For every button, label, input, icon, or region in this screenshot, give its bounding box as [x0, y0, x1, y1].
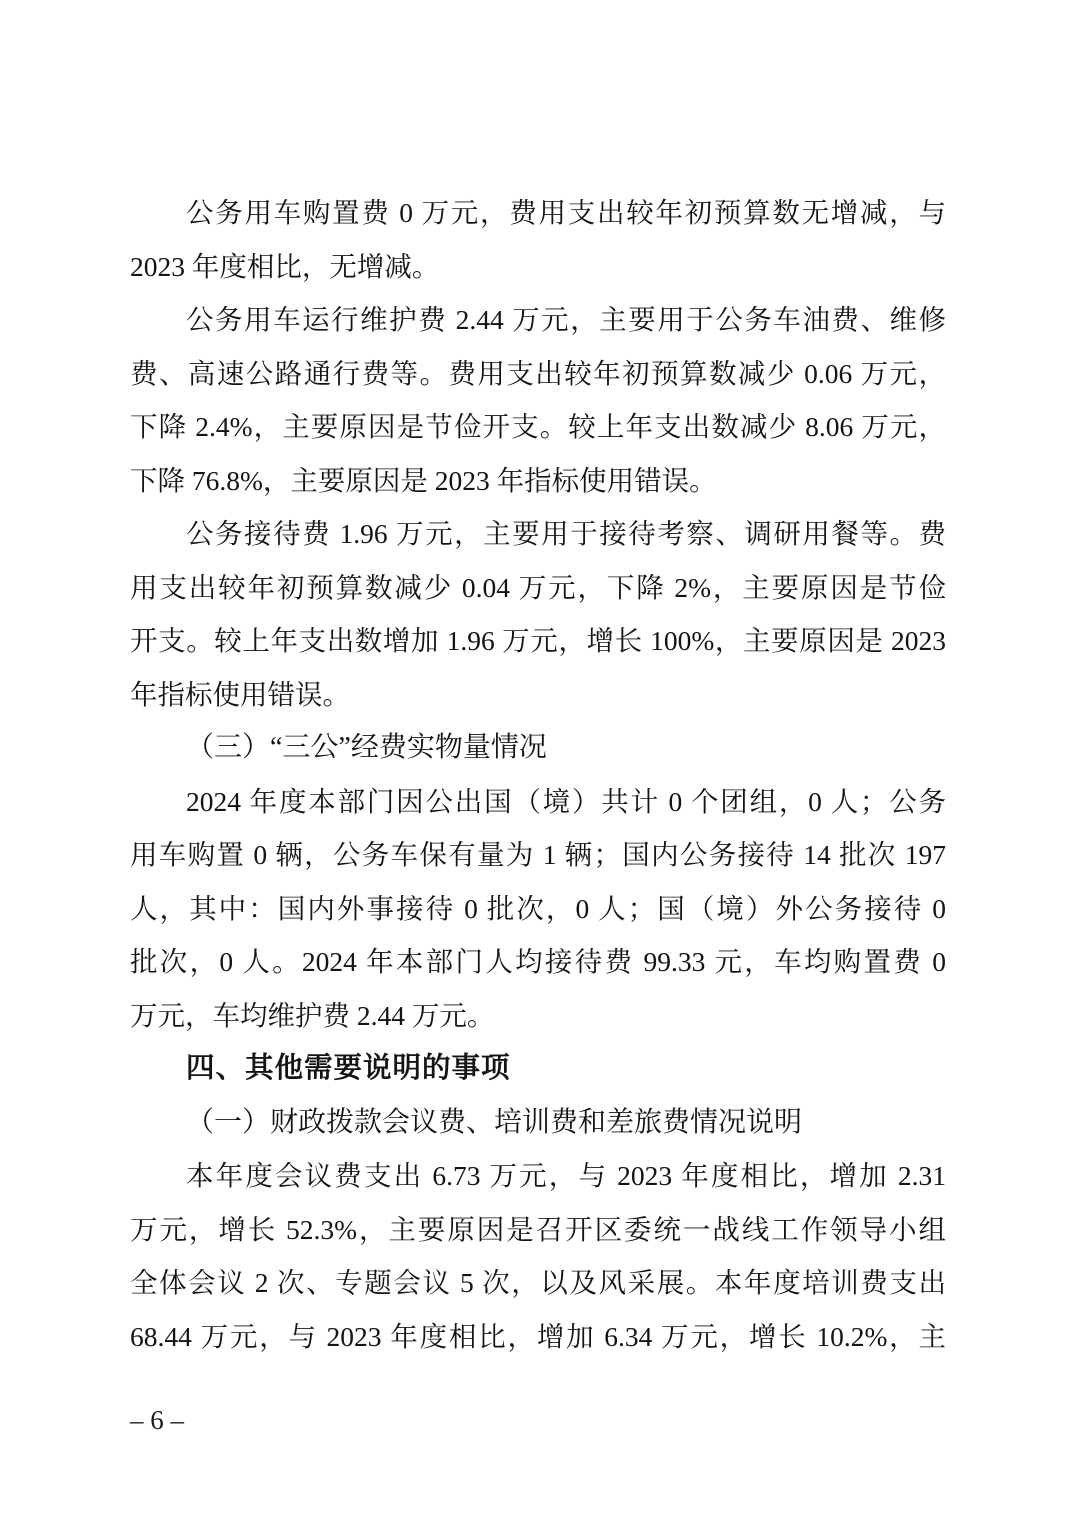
section-heading-other-matters: 四、其他需要说明的事项	[186, 1052, 511, 1084]
paragraph-line: 公务用车购置费 0 万元，费用支出较年初预算数无增减，与	[186, 197, 946, 228]
paragraph-line: 下降 2.4%，主要原因是节俭开支。较上年支出数减少 8.06 万元，	[130, 411, 946, 442]
paragraph-line: 2023 年度相比，无增减。	[130, 250, 440, 282]
paragraph-line: 年指标使用错误。	[130, 678, 350, 710]
subsection-heading-meeting-training-travel-fees: （一）财政拨款会议费、培训费和差旅费情况说明	[186, 1106, 803, 1138]
paragraph-line: 万元，车均维护费 2.44 万元。	[130, 999, 495, 1031]
subsection-heading-three-public-expenses: （三）“三公”经费实物量情况	[186, 732, 547, 763]
paragraph-line: 2024 年度本部门因公出国（境）共计 0 个团组，0 人；公务	[186, 785, 946, 817]
document-body	[130, 186, 946, 1363]
paragraph-line: 公务接待费 1.96 万元，主要用于接待考察、调研用餐等。费	[186, 518, 946, 549]
paragraph-line: 开支。较上年支出数增加 1.96 万元，增长 100%，主要原因是 2023	[130, 625, 946, 656]
paragraph-line: 用车购置 0 辆，公务车保有量为 1 辆；国内公务接待 14 批次 197	[130, 839, 946, 870]
paragraph-line: 万元，增长 52.3%，主要原因是召开区委统一战线工作领导小组	[130, 1213, 946, 1245]
paragraph-line: 费、高速公路通行费等。费用支出较年初预算数减少 0.06 万元，	[130, 357, 946, 389]
paragraph-line: 本年度会议费支出 6.73 万元，与 2023 年度相比，增加 2.31	[186, 1160, 946, 1191]
paragraph-line: 公务用车运行维护费 2.44 万元，主要用于公务车油费、维修	[186, 304, 946, 335]
paragraph-line: 用支出较年初预算数减少 0.04 万元，下降 2%，主要原因是节俭	[130, 571, 946, 603]
paragraph-line: 批次，0 人。2024 年本部门人均接待费 99.33 元，车均购置费 0	[130, 946, 946, 977]
paragraph-line: 全体会议 2 次、专题会议 5 次，以及风采展。本年度培训费支出	[130, 1267, 946, 1298]
paragraph-line: 68.44 万元，与 2023 年度相比，增加 6.34 万元，增长 10.2%，主	[130, 1320, 946, 1352]
paragraph-line: 人，其中：国内外事接待 0 批次，0 人；国（境）外公务接待 0	[130, 892, 946, 924]
page-number: – 6 –	[130, 1405, 184, 1435]
paragraph-line: 下降 76.8%，主要原因是 2023 年指标使用错误。	[130, 464, 717, 496]
